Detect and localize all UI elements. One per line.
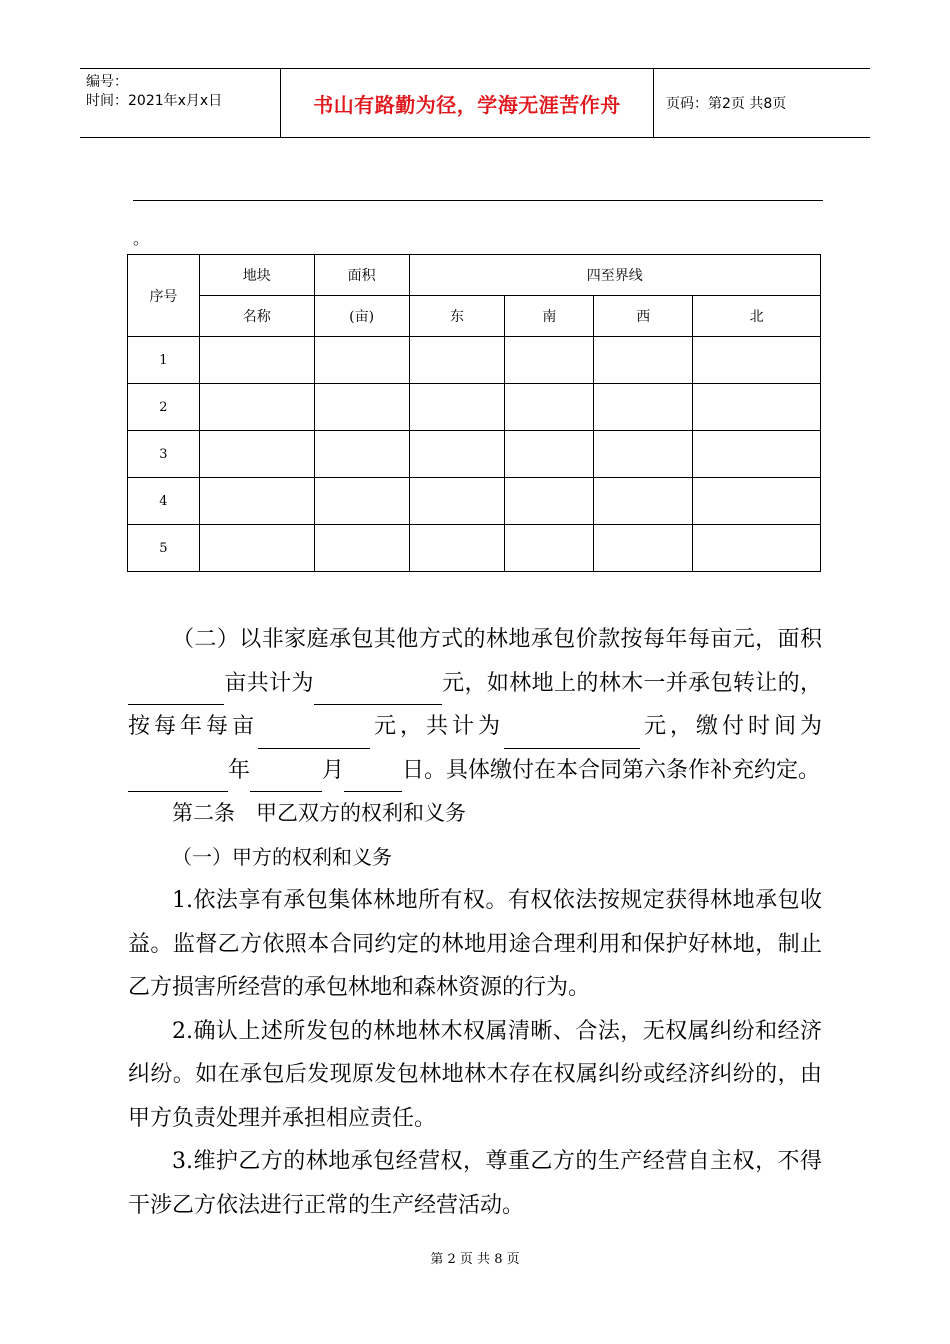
article-2-heading: 第二条 甲乙双方的权利和义务	[172, 801, 466, 825]
blank-field	[258, 720, 370, 749]
header-page-info: 页码：第2页 共8页	[666, 96, 787, 112]
table-row	[128, 478, 821, 525]
row-number: 1	[128, 337, 200, 384]
col-header-bounds: 四至界线	[409, 255, 820, 296]
underline-rule	[133, 200, 823, 201]
col-header-area-1: 面积	[314, 255, 409, 296]
row-number: 2	[128, 384, 200, 431]
date-label: 时间：2021年x月x日	[86, 93, 223, 109]
col-header-no: 序号	[128, 255, 200, 337]
paragraph-price: （二）以非家庭承包其他方式的林地承包价款按每年每亩元，面积亩共计为 元，如林地上的林木一并承包转让的，按每年每亩 元，共计为 元，缴付时间为年 月 日。具体缴付在本合同第六条作补充约定。	[128, 618, 822, 792]
header-meta	[80, 69, 281, 137]
page-header	[80, 68, 870, 138]
section-1-heading: （一）甲方的权利和义务	[172, 844, 392, 869]
row-number: 3	[128, 431, 200, 478]
leading-mark: 。	[133, 229, 150, 248]
col-header-south: 南	[505, 296, 594, 337]
blank-field	[344, 763, 402, 792]
table-row	[128, 525, 821, 572]
row-number: 4	[128, 478, 200, 525]
col-header-name-2: 名称	[199, 296, 314, 337]
table-row	[128, 384, 821, 431]
item-1: 1.依法享有承包集体林地所有权。有权依法按规定获得林地承包收益。监督乙方依照本合同约定的林地用途合理利用和保护好林地，制止乙方损害所经营的承包林地和森林资源的行为。	[128, 888, 822, 1000]
col-header-east: 东	[409, 296, 505, 337]
item-2: 2.确认上述所发包的林地林木权属清晰、合法，无权属纠纷和经济纠纷。如在承包后发现原发包林地林木存在权属纠纷或经济纠纷的，由甲方负责处理并承担相应责任。	[128, 1018, 822, 1131]
col-header-west: 西	[594, 296, 693, 337]
col-header-name-1: 地块	[199, 255, 314, 296]
row-number: 5	[128, 525, 200, 572]
blank-field	[314, 676, 442, 705]
blank-field	[128, 763, 228, 792]
blank-field	[250, 763, 322, 792]
contract-body	[128, 618, 822, 1227]
land-parcel-table	[127, 254, 821, 572]
col-header-area-2: (亩)	[314, 296, 409, 337]
number-label: 编号：	[86, 74, 128, 90]
item-3: 3.维护乙方的林地承包经营权，尊重乙方的生产经营自主权，不得干涉乙方依法进行正常的生产经营活动。	[128, 1149, 822, 1218]
blank-field	[128, 676, 224, 705]
table-row	[128, 337, 821, 384]
table-row	[128, 431, 821, 478]
col-header-north: 北	[693, 296, 821, 337]
header-motto: 书山有路勤为径，学海无涯苦作舟	[281, 69, 654, 137]
blank-field	[504, 720, 640, 749]
page-footer: 第 2 页 共 8 页	[430, 1252, 520, 1267]
